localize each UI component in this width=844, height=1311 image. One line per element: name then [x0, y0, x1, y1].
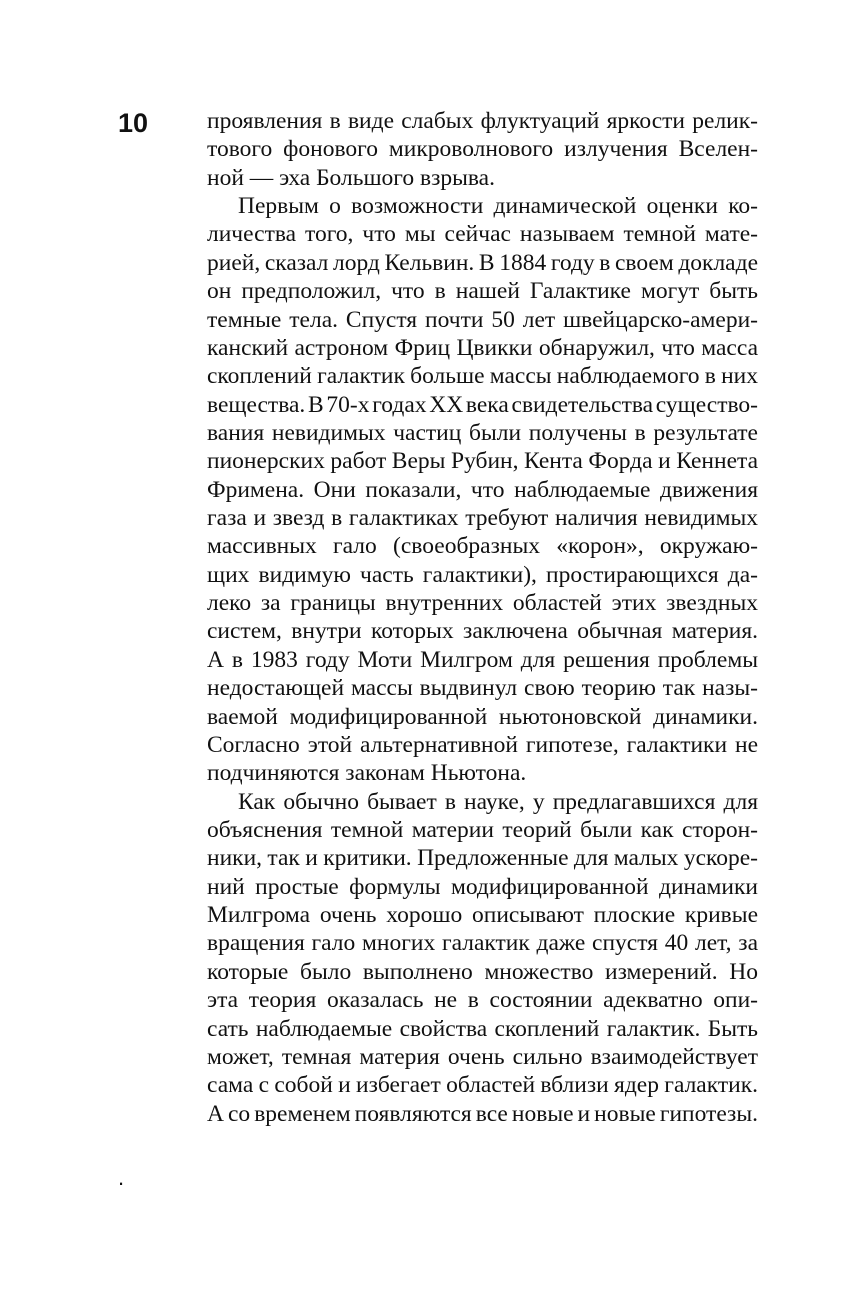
text-line: он предположил, что в нашей Галактике могут быть [207, 278, 758, 305]
text-line: может, темная материя очень сильно взаимодействует [207, 1043, 758, 1070]
footer-dot: . [118, 1165, 125, 1190]
text-line: вания невидимых частиц были получены в результате [207, 419, 758, 446]
text-line: тового фонового микроволнового излучения Вселен- [207, 136, 758, 163]
text-line: вещества. В 70-х годах XX века свидетельства существо- [207, 391, 758, 418]
text-line: недостающей массы выдвинул свою теорию так назы- [207, 675, 758, 702]
text-line: рией, сказал лорд Кельвин. В 1884 году в своем докладе [207, 249, 758, 276]
text-line: А со временем появляются все новые и новые гипотезы. [207, 1100, 758, 1127]
text-line: ний простые формулы модифицированной динамики [207, 873, 758, 900]
page-number: 10 [118, 108, 149, 138]
text-line: объяснения темной материи теорий были как сторон- [207, 816, 758, 843]
text-line: подчиняются законам Ньютона. [207, 760, 527, 787]
text-line: Согласно этой альтернативной гипотезе, галактики не [207, 731, 758, 758]
text-line: систем, внутри которых заключена обычная материя. [207, 618, 758, 645]
text-line: ники, так и критики. Предложенные для малых ускоре- [207, 845, 758, 872]
text-line: сама с собой и избегает областей вблизи ядер галактик. [207, 1072, 758, 1099]
text-line: Как обычно бывает в науке, у предлагавшихся для [238, 788, 758, 815]
text-line: газа и звезд в галактиках требуют наличия невидимых [207, 505, 758, 532]
text-line: ваемой модифицированной ньютоновской динамики. [207, 703, 758, 730]
text-line: А в 1983 году Моти Милгром для решения проблемы [207, 646, 758, 673]
text-line: ной — эха Большого взрыва. [207, 164, 495, 191]
text-line: сать наблюдаемые свойства скоплений галактик. Быть [207, 1015, 758, 1042]
text-line: канский астроном Фриц Цвикки обнаружил, что масса [207, 334, 758, 361]
text-line: личества того, что мы сейчас называем темной мате- [207, 221, 758, 248]
text-line: Первым о возможности динамической оценки ко- [238, 193, 758, 220]
text-line: Фримена. Они показали, что наблюдаемые движения [207, 476, 758, 503]
text-line: проявления в виде слабых флуктуаций яркости релик- [207, 108, 758, 134]
text-line: массивных гало (своеобразных «корон», окружаю- [207, 533, 758, 560]
text-line: эта теория оказалась не в состоянии адекватно опи- [207, 987, 758, 1014]
text-line: Милгрома очень хорошо описывают плоские кривые [207, 902, 758, 929]
text-line: пионерских работ Веры Рубин, Кента Форда и Кеннета [207, 448, 758, 475]
text-line: щих видимую часть галактики), простирающихся да- [207, 561, 758, 588]
text-line: темные тела. Спустя почти 50 лет швейцарско-амери- [207, 306, 758, 333]
text-line: которые было выполнено множество измерений. Но [207, 958, 758, 985]
body-text [207, 107, 758, 1128]
text-line: леко за границы внутренних областей этих звездных [207, 590, 758, 617]
text-line: вращения гало многих галактик даже спустя 40 лет, за [207, 930, 758, 957]
text-line: скоплений галактик больше массы наблюдаемого в них [207, 363, 758, 390]
